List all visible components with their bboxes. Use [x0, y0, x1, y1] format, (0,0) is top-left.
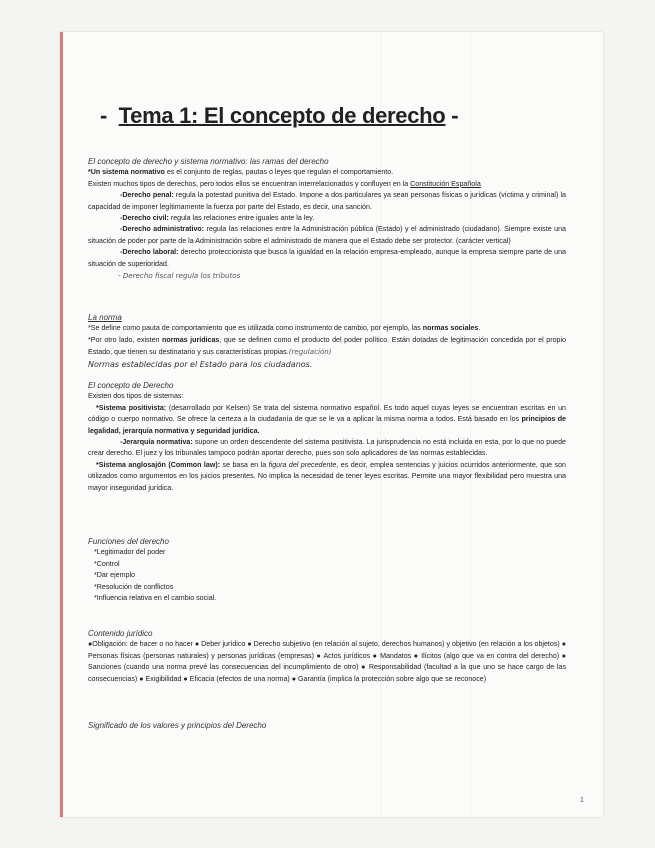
term: *Un sistema normativo: [88, 168, 165, 177]
handwritten-note: Normas establecidas por el Estado para los ciudadanos.: [88, 359, 313, 369]
paragraph: (desarrollado por Kelsen) Se trata del sistema normativo español. Es todo aquel cuyas leyes se encuentran escritas en un código o cuerpo normativo. Se ofrece la certeza a la ciudadanía de que se le va a aplicar la misma norma a todos. Está basado en los: [88, 403, 567, 424]
term: *Sistema anglosajón (Common law):: [96, 460, 221, 469]
paragraph: , que se definen como el producto del poder político. Están dotadas de legitimación concedida por el propio Estado, que tienen su destinatario y sus características propias.: [88, 335, 567, 357]
paragraph: regula las relaciones entre iguales ante la ley.: [168, 214, 315, 223]
section-heading: El concepto de Derecho: [88, 381, 174, 390]
section-norma: [88, 312, 566, 370]
term: normas jurídicas: [162, 335, 220, 344]
page-title: [100, 103, 458, 129]
term: principios de legalidad, jerarquía normativa y seguridad jurídica.: [88, 415, 566, 435]
section-heading: Funciones del derecho: [88, 537, 169, 546]
list-item: *Control: [94, 559, 120, 568]
section-ramas: [88, 156, 566, 281]
list-item: *Resolución de conflictos: [94, 582, 174, 591]
paragraph: ●Obligación: de hacer o no hacer ● Deber jurídico ● Derecho subjetivo (en relación al sujeto, derechos humanos) y objetivo (en relación a los objetos) ● Personas físicas (personas naturales) y personas jurídicas (empresas) ● Actos jurídicos ● Mandatos ● Ilícitos (algo que va en contra del derecho) ● Sanciones (cuando una norma prevé las consecuencias del incumplimiento de otro) ● Responsabilidad (facultad a la que uno se hace cargo de las consecuencias) ● Exigibilidad ● Eficacia (efectos de una norma) ● Garantía (implica la protección sobre algo que se reconoce): [88, 640, 566, 683]
paragraph: supone un orden descendente del sistema positivista. La jurisprudencia no está incluida en esta, por lo que no puede crear derecho. El juez y los tribunales tampoco podrán aportar derecho, pues son solo aplicadores de las normas establecidas.: [88, 438, 566, 458]
list-item: *Legitimador del poder: [94, 548, 166, 557]
paragraph: .: [478, 324, 481, 333]
page-number: 1: [580, 797, 584, 804]
handwritten-note: - Derecho fiscal regula los tributos: [118, 271, 241, 281]
handwritten-note: (regulación): [288, 347, 332, 357]
section-concepto: [88, 380, 566, 494]
list-item: *Influencia relativa en el cambio social.: [94, 594, 217, 603]
term: normas sociales: [422, 324, 479, 333]
title-dash: -: [451, 103, 459, 128]
paragraph: Existen dos tipos de sistemas:: [88, 392, 184, 401]
term: -Derecho penal:: [120, 191, 174, 200]
section-heading: La norma: [88, 313, 122, 322]
section-funciones: [88, 536, 566, 604]
paragraph: regula las relaciones entre la Administración pública (Estado) y el administrado (ciudadano). Siempre existe una situación de poder por parte de la Administración sobre el administrado de manera que el Estado debe ser protector. (carácter vertical): [88, 225, 566, 245]
paragraph: *Se define como pauta de comportamiento que es utilizada como instrumento de cambio, por ejemplo, las: [88, 324, 423, 333]
term: -Derecho laboral:: [120, 248, 179, 257]
term: Constitución Española: [410, 179, 481, 188]
section-contenido: [88, 628, 566, 685]
paragraph: regula la potestad punitiva del Estado. Impone a dos particulares ya sean personas físicas o jurídicas (víctima y criminal) la capacidad de imponer legítimamente la fuerza por parte del Estado, es decir, una sanción.: [88, 191, 566, 211]
term: *Sistema positivista:: [96, 403, 167, 412]
list-item: *Dar ejemplo: [94, 571, 136, 580]
paragraph: , es decir, emplea sentencias y juicios ocurridos anteriormente, que son utilizados como argumentos en los juicios presentes. No implica la necesidad de tener leyes escritas. Permite una mayor flexibilidad pero muestra una mayor inseguridad jurídica.: [88, 460, 566, 492]
paragraph: *Por otro lado, existen: [88, 335, 162, 344]
paragraph: Existen muchos tipos de derechos, pero todos ellos se encuentran interrelacionados y confluyen en la: [88, 179, 411, 188]
paragraph: se basa en la: [220, 460, 269, 469]
section-valores: [88, 720, 566, 731]
section-heading: Contenido jurídico: [88, 629, 153, 638]
section-heading: Significado de los valores y principios del Derecho: [88, 721, 267, 730]
term: -Derecho civil:: [120, 214, 169, 223]
paragraph: derecho proteccionista que busca la igualdad en la relación empresa-empleado, aunque la empresa siempre parte de una situación de superioridad.: [88, 248, 567, 268]
paragraph: es el conjunto de reglas, pautas o leyes que regulan el comportamiento.: [164, 168, 394, 177]
section-heading: El concepto de derecho y sistema normativo: las ramas del derecho: [88, 157, 329, 166]
term: -Derecho administrativo:: [120, 225, 205, 234]
title-text: Tema 1: El concepto de derecho: [118, 103, 446, 128]
title-dash: -: [100, 103, 108, 128]
term: -Jerarquía normativa:: [120, 438, 193, 447]
term: figura del precedente: [268, 460, 337, 469]
